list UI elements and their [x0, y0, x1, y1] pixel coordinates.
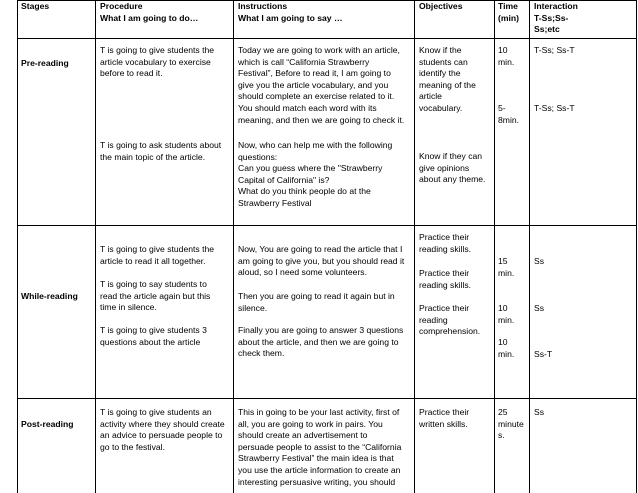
- lesson-plan-table: [17, 0, 637, 493]
- while-reading-time-3: 10 min.: [498, 337, 515, 359]
- while-reading-procedure-2: T is going to say students to read the article again but this time in silence.: [100, 279, 211, 313]
- pre-reading-time-1: 10 min.: [498, 45, 515, 67]
- header-procedure: Procedure What I am going to do…: [100, 1, 199, 23]
- while-reading-objectives-1: Practice their reading skills.: [419, 232, 472, 254]
- grid-line: [636, 0, 637, 493]
- header-interaction: Interaction T-Ss;Ss- Ss;etc: [534, 1, 578, 35]
- pre-reading-procedure-2: T is going to ask students about the main topic of the article.: [100, 140, 222, 162]
- while-reading-time-1: 15 min.: [498, 256, 515, 278]
- stage-post-reading: Post-reading: [21, 419, 74, 429]
- post-reading-instructions: This in going to be your last activity, first of all, you are going to work in pairs. You should create an advertisement to persuade people to assist to the “California Strawberry Festival” the main idea is that you use the article information to create an interesting persuasive writing, you should: [238, 407, 402, 487]
- pre-reading-objectives-2: Know if they can give opinions about any theme.: [419, 151, 486, 185]
- grid-line: [17, 0, 18, 493]
- pre-reading-instructions-1: Today we are going to work with an article, which is call “California Strawberry Festival”, Before to read it, I am going to give you the article vocabulary, and you should complete an exercise related to it. You should match each word with its meaning, and then we are going to check it.: [238, 45, 405, 125]
- post-reading-time: 25 minute s.: [498, 407, 524, 441]
- pre-reading-procedure-1: T is going to give students the article vocabulary to exercise before to read it.: [100, 45, 215, 79]
- while-reading-interaction-2: Ss: [534, 303, 545, 313]
- header-instructions: Instructions What I am going to say …: [238, 1, 343, 23]
- stage-while-reading: While-reading: [21, 291, 78, 301]
- grid-line: [529, 0, 530, 493]
- while-reading-instructions-2: Then you are going to read it again but in silence.: [238, 291, 395, 313]
- grid-line: [95, 0, 96, 493]
- stage-pre-reading: Pre-reading: [21, 58, 69, 68]
- while-reading-procedure-1: T is going to give students the article to read it all together.: [100, 244, 215, 266]
- pre-reading-interaction-1: T-Ss; Ss-T: [534, 45, 575, 55]
- while-reading-interaction-3: Ss-T: [534, 349, 553, 359]
- post-reading-procedure: T is going to give students an activity where they should create an advice to persuade people to go to the festival.: [100, 407, 225, 452]
- while-reading-objectives-2: Practice their reading skills.: [419, 268, 472, 290]
- grid-line: [414, 0, 415, 493]
- pre-reading-instructions-2: Now, who can help me with the following questions: Can you guess where the "Strawberry Capital of California" is? What do you think people do at the Strawberry Festival: [238, 140, 393, 208]
- header-stages: Stages: [21, 1, 50, 11]
- grid-line: [17, 38, 637, 39]
- grid-line: [17, 398, 637, 399]
- header-time: Time (min): [498, 1, 520, 23]
- post-reading-objectives: Practice their written skills.: [419, 407, 470, 429]
- grid-line: [494, 0, 495, 493]
- pre-reading-time-2: 5- 8min.: [498, 103, 520, 125]
- pre-reading-objectives-1: Know if the students can identify the meaning of the article vocabulary.: [419, 45, 476, 113]
- while-reading-objectives-3: Practice their reading comprehension.: [419, 303, 481, 337]
- while-reading-procedure-3: T is going to give students 3 questions about the article: [100, 325, 207, 347]
- pre-reading-interaction-2: T-Ss; Ss-T: [534, 103, 575, 113]
- post-reading-interaction: Ss: [534, 407, 545, 417]
- while-reading-interaction-1: Ss: [534, 256, 545, 266]
- grid-line: [17, 225, 637, 226]
- grid-line: [233, 0, 234, 493]
- while-reading-instructions-1: Now, You are going to read the article that I am going to give you, but you should read it aloud, so I need some volunteers.: [238, 244, 405, 278]
- while-reading-time-2: 10 min.: [498, 303, 515, 325]
- header-objectives: Objectives: [419, 1, 463, 11]
- while-reading-instructions-3: Finally you are going to answer 3 questions about the article, and then we are going to check them.: [238, 325, 404, 359]
